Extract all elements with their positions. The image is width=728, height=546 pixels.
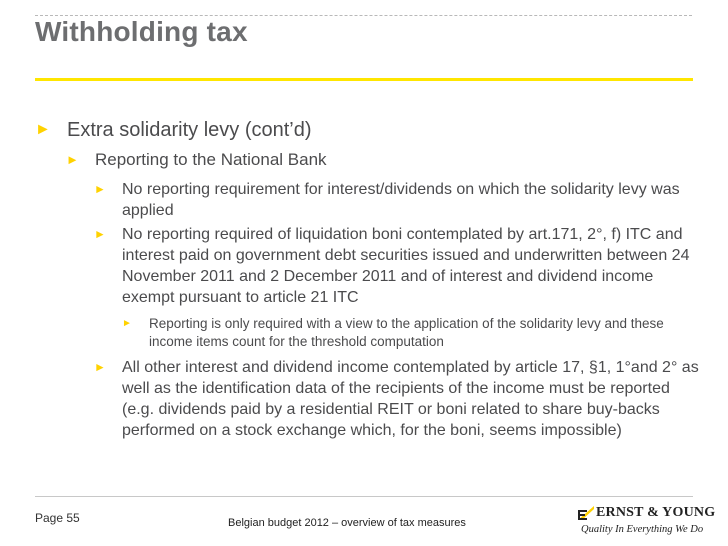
bullet-arrow-icon: ►	[94, 360, 106, 374]
bullet-arrow-icon: ►	[35, 121, 51, 138]
bullet-text: No reporting requirement for interest/dividends on which the solidarity levy was applied	[122, 181, 680, 219]
footer-title: Belgian budget 2012 – overview of tax measures	[228, 517, 466, 529]
bullet-arrow-icon: ►	[94, 182, 106, 196]
bullet-text: No reporting required of liquidation boni contemplated by art.171, 2°, f) ITC and interest paid on government debt securities issued and underwritten between 24 November 2011 and 2 December 2011 and of interest and dividend income exempt pursuant to article 21 ITC	[122, 226, 690, 306]
bullet-text: Reporting is only required with a view to the application of the solidarity levy and these income items count for the threshold computation	[149, 316, 664, 349]
bullet-level3	[94, 179, 704, 221]
bullet-level3	[94, 224, 704, 308]
bullet-level1	[35, 118, 692, 142]
company-logo	[577, 505, 716, 543]
logo-tagline: Quality In Everything We Do	[581, 524, 704, 535]
bullet-level2	[66, 149, 692, 171]
bullet-level3	[94, 357, 704, 441]
bullet-level4	[122, 315, 704, 351]
bullet-text: Reporting to the National Bank	[95, 150, 327, 169]
bullet-text: All other interest and dividend income contemplated by article 17, §1, 1°and 2° as well as the identification data of the recipients of the income must be reported (e.g. dividends paid by a residential REIT or boni related to share buy-backs performed on a stock exchange which, for the boni, seems impossible)	[122, 359, 699, 439]
footer-divider	[35, 496, 693, 497]
slide-title: Withholding tax	[35, 16, 248, 47]
logo-name: ERNST & YOUNG	[596, 505, 716, 520]
page-number: Page 55	[35, 511, 80, 525]
ernst-young-logo-icon	[577, 505, 595, 521]
bullet-arrow-icon: ►	[66, 152, 79, 167]
bullet-text: Extra solidarity levy (cont’d)	[67, 119, 312, 141]
bullet-arrow-icon: ►	[94, 227, 106, 241]
bullet-arrow-icon: ►	[122, 318, 132, 329]
title-underline	[35, 78, 693, 81]
